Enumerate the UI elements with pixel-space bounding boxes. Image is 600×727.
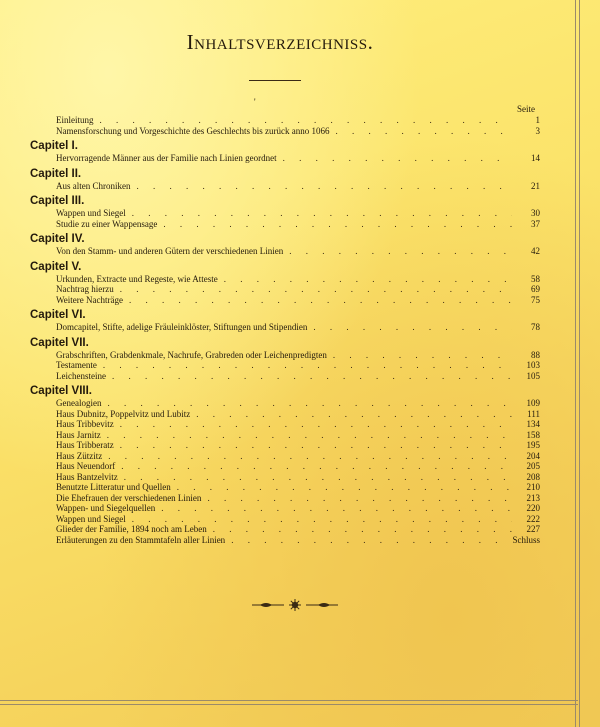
entry-page-number: 69	[531, 284, 540, 294]
toc-entry[interactable]	[30, 472, 540, 483]
toc-entry[interactable]	[30, 461, 540, 472]
toc-entry[interactable]	[30, 295, 540, 306]
dot-leader	[97, 360, 512, 371]
entry-page-number: Schluss	[512, 534, 540, 545]
chapter-heading: Capitel VI.	[30, 309, 86, 321]
dot-leader	[102, 451, 512, 462]
chapter-heading: Capitel I.	[30, 140, 78, 152]
chapter-heading: Capitel VIII.	[30, 385, 92, 397]
entry-title: Haus Dubnitz, Poppelvitz und Lubitz	[56, 408, 191, 419]
toc-entry[interactable]	[30, 181, 540, 192]
dot-leader	[157, 219, 512, 230]
title-rule	[249, 80, 301, 81]
entry-title: Wappen- und Siegelquellen	[56, 503, 156, 513]
dot-leader	[114, 419, 512, 430]
ornament-icon	[250, 598, 340, 612]
toc-entry[interactable]	[30, 440, 540, 451]
page-column-header: Seite	[517, 104, 535, 114]
entry-title: Weitere Nachträge	[56, 294, 123, 305]
entry-title: Von den Stamm- und anderen Gütern der verschiedenen Linien	[56, 246, 284, 256]
toc-entry[interactable]	[30, 451, 540, 462]
page-border-bottom	[0, 700, 578, 705]
entry-page-number: 158	[526, 429, 540, 440]
entry-title: Die Ehefrauen der verschiedenen Linien	[56, 492, 202, 503]
chapter-heading: Capitel II.	[30, 167, 82, 180]
dot-leader	[126, 514, 512, 525]
entry-page-number: 227	[526, 524, 540, 534]
entry-page-number: 37	[531, 218, 540, 229]
toc-entry[interactable]	[30, 409, 540, 420]
toc-entry[interactable]	[30, 482, 540, 493]
toc-entry[interactable]	[30, 535, 540, 546]
entry-page-number: 213	[526, 492, 540, 503]
toc-entry[interactable]	[30, 524, 540, 535]
entry-page-number: 75	[531, 294, 540, 305]
dot-leader	[101, 398, 512, 409]
entry-page-number: 105	[526, 370, 540, 381]
entry-title: Haus Jarnitz	[56, 429, 101, 440]
entry-title: Namensforschung und Vorgeschichte des Geschlechts bis zurück anno 1066	[56, 125, 330, 136]
entry-title: Haus Zützitz	[56, 450, 103, 461]
entry-title: Haus Tribbevitz	[56, 419, 114, 429]
dot-leader	[115, 461, 512, 472]
dot-leader	[190, 409, 512, 420]
dot-leader	[114, 440, 512, 451]
entry-title: Domcapitel, Stifte, adelige Fräuleinklöster, Stiftungen und Stipendien	[56, 322, 308, 332]
toc-entry[interactable]	[30, 274, 540, 285]
dot-leader	[327, 350, 512, 361]
chapter-heading: Capitel VII.	[30, 336, 89, 349]
dot-leader	[283, 246, 512, 257]
entry-title: Wappen und Siegel	[56, 208, 126, 218]
dot-leader	[277, 153, 512, 164]
toc-entry[interactable]	[30, 350, 540, 361]
entry-page-number: 208	[526, 471, 540, 482]
entry-title: Urkunden, Extracte und Regeste, wie Atteste	[56, 273, 218, 284]
entry-title: Haus Tribberatz	[56, 440, 114, 450]
toc-entry[interactable]	[30, 493, 540, 504]
toc-entry[interactable]	[30, 430, 540, 441]
chapter-heading: Capitel III.	[30, 195, 85, 207]
toc-entry[interactable]	[30, 360, 540, 371]
entry-page-number: 30	[531, 208, 540, 218]
entry-page-number: 111	[527, 408, 540, 419]
entry-page-number: 58	[531, 273, 540, 284]
chapter-heading: Capitel IV.	[30, 233, 85, 245]
dot-leader	[225, 535, 512, 546]
entry-title: Studie zu einer Wappensage	[56, 218, 158, 229]
entry-title: Grabschriften, Grabdenkmale, Nachrufe, Grabreden oder Leichenpredigten	[56, 349, 327, 360]
toc-entry[interactable]	[30, 398, 540, 409]
dot-leader	[218, 274, 512, 285]
entry-page-number: 88	[531, 349, 540, 360]
page-border-right	[575, 0, 580, 727]
entry-title: Genealogien	[56, 398, 102, 408]
dot-leader	[101, 430, 512, 441]
entry-title: Erläuterungen zu den Stammtafeln aller Linien	[56, 534, 226, 545]
entry-page-number: 222	[526, 513, 540, 524]
entry-title: Aus alten Chroniken	[56, 180, 131, 191]
page-title: Inhaltsverzeichniss.	[186, 30, 374, 54]
toc-entry[interactable]	[30, 115, 540, 126]
entry-page-number: 1	[535, 115, 540, 125]
dot-leader	[123, 295, 512, 306]
entry-title: Haus Neuendorf	[56, 461, 116, 471]
entry-title: Benutzte Litteratur und Quellen	[56, 482, 171, 492]
dot-leader	[114, 284, 512, 295]
entry-title: Einleitung	[56, 115, 94, 125]
chapter-heading: Capitel V.	[30, 260, 82, 273]
entry-page-number: 109	[526, 398, 540, 408]
entry-title: Wappen und Siegel	[56, 513, 126, 524]
dot-leader	[94, 115, 513, 126]
dot-leader	[307, 322, 512, 333]
toc-entry[interactable]	[30, 322, 540, 333]
toc-entry[interactable]	[30, 246, 540, 257]
entry-title: Glieder der Familie, 1894 noch am Leben	[56, 524, 207, 534]
toc-entry[interactable]	[30, 153, 540, 164]
entry-title: Testamente	[56, 360, 97, 370]
entry-page-number: 14	[531, 153, 540, 163]
toc-entry[interactable]	[30, 208, 540, 219]
dot-leader	[171, 482, 512, 493]
toc-entry[interactable]	[30, 284, 540, 295]
entry-title: Leichensteine	[56, 370, 106, 381]
entry-title: Hervorragende Männer aus der Familie nach Linien geordnet	[56, 153, 277, 163]
entry-page-number: 220	[526, 503, 540, 513]
toc-entry[interactable]	[30, 419, 540, 430]
table-of-contents	[30, 115, 540, 545]
dot-leader	[126, 208, 512, 219]
entry-page-number: 78	[531, 322, 540, 332]
toc-entry[interactable]	[30, 126, 540, 137]
dot-leader	[201, 493, 512, 504]
entry-page-number: 204	[526, 450, 540, 461]
entry-title: Haus Bantzelvitz	[56, 471, 118, 482]
entry-page-number: 205	[526, 461, 540, 471]
dot-leader	[329, 126, 512, 137]
dot-leader	[155, 503, 512, 514]
entry-page-number: 195	[526, 440, 540, 450]
entry-page-number: 3	[535, 125, 540, 136]
toc-entry[interactable]	[30, 503, 540, 514]
dot-leader	[106, 371, 512, 382]
entry-page-number: 21	[531, 180, 540, 191]
entry-page-number: 103	[526, 360, 540, 370]
toc-entry[interactable]	[30, 514, 540, 525]
entry-page-number: 134	[526, 419, 540, 429]
dot-leader	[207, 524, 512, 535]
entry-page-number: 210	[526, 482, 540, 492]
dot-leader	[118, 472, 512, 483]
decorative-dot: '	[254, 97, 256, 107]
toc-entry[interactable]	[30, 219, 540, 230]
toc-entry[interactable]	[30, 371, 540, 382]
dot-leader	[131, 181, 513, 192]
entry-page-number: 42	[531, 246, 540, 256]
entry-title: Nachtrag hierzu	[56, 284, 114, 294]
